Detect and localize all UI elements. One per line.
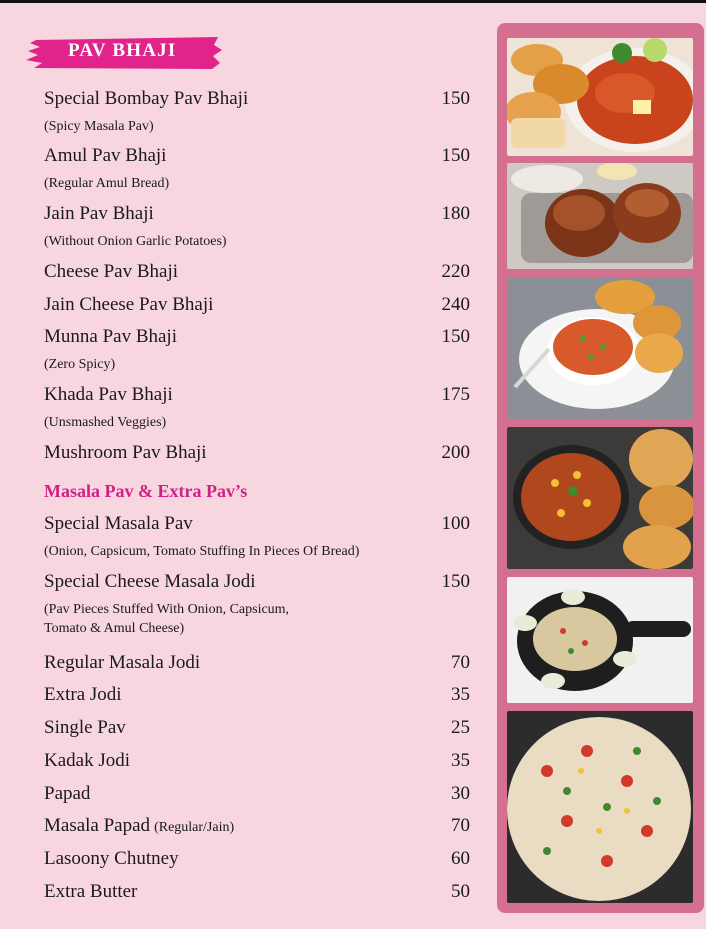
menu-item — [44, 848, 470, 870]
masala-pav-photo — [507, 427, 693, 569]
item-name: Special Cheese Masala Jodi — [44, 571, 256, 592]
item-name: Amul Pav Bhaji — [44, 145, 167, 166]
menu-item — [44, 881, 470, 903]
item-price: 50 — [451, 881, 470, 902]
menu-item — [44, 717, 470, 739]
item-price: 150 — [441, 88, 470, 109]
item-price: 35 — [451, 684, 470, 705]
menu-item — [44, 261, 470, 283]
menu-item — [44, 203, 470, 251]
item-name: Kadak Jodi — [44, 750, 131, 771]
item-price: 175 — [441, 384, 470, 405]
masala-papad-photo — [507, 711, 693, 903]
menu-item — [44, 88, 470, 136]
item-price: 220 — [441, 261, 470, 282]
top-border — [0, 0, 706, 3]
menu-item — [44, 684, 470, 706]
food-photo-panel — [497, 23, 704, 913]
menu-item — [44, 571, 470, 638]
item-name: Extra Jodi — [44, 684, 122, 705]
item-variant: (Regular/Jain) — [154, 820, 235, 835]
item-name: Single Pav — [44, 717, 126, 738]
item-price: 180 — [441, 203, 470, 224]
item-name: Jain Pav Bhaji — [44, 203, 154, 224]
menu-item — [44, 783, 470, 805]
item-price: 200 — [441, 442, 470, 463]
item-name: Cheese Pav Bhaji — [44, 261, 179, 282]
item-name: Regular Masala Jodi — [44, 652, 201, 673]
menu-item — [44, 750, 470, 772]
menu-item — [44, 652, 470, 674]
item-price: 35 — [451, 750, 470, 771]
item-description: (Without Onion Garlic Potatoes) — [44, 234, 227, 249]
item-description: (Pav Pieces Stuffed With Onion, Capsicum, — [44, 602, 290, 617]
pav-bhaji-photo — [507, 38, 693, 156]
menu-item — [44, 815, 470, 837]
menu-item — [44, 326, 470, 374]
item-price: 240 — [441, 294, 470, 315]
item-name: Munna Pav Bhaji — [44, 326, 177, 347]
masala-jodi-photo — [507, 577, 693, 703]
jain-pav-bhaji-photo — [507, 163, 693, 269]
item-price: 100 — [441, 513, 470, 534]
item-name: Lasoony Chutney — [44, 848, 179, 869]
menu-item — [44, 442, 470, 464]
item-description: (Onion, Capsicum, Tomato Stuffing In Pieces Of Bread) — [44, 544, 360, 559]
item-price: 25 — [451, 717, 470, 738]
item-name: Masala Papad — [44, 815, 151, 836]
cheese-pav-bhaji-photo — [507, 277, 693, 419]
item-price: 70 — [451, 652, 470, 673]
item-description: (Spicy Masala Pav) — [44, 119, 154, 134]
item-price: 30 — [451, 783, 470, 804]
pav-bhaji-banner — [26, 36, 222, 70]
item-name: Khada Pav Bhaji — [44, 384, 173, 405]
item-name: Jain Cheese Pav Bhaji — [44, 294, 214, 315]
section-title: Masala Pav & Extra Pav’s — [44, 481, 248, 501]
item-name: Special Bombay Pav Bhaji — [44, 88, 249, 109]
item-price: 60 — [451, 848, 470, 869]
menu-item — [44, 384, 470, 432]
item-price: 150 — [441, 571, 470, 592]
item-name: Mushroom Pav Bhaji — [44, 442, 207, 463]
item-name: Special Masala Pav — [44, 513, 193, 534]
item-description: (Zero Spicy) — [44, 357, 116, 372]
item-description: (Regular Amul Bread) — [44, 176, 170, 191]
item-name: Extra Butter — [44, 881, 138, 902]
item-description: (Unsmashed Veggies) — [44, 415, 167, 430]
menu-item — [44, 513, 470, 561]
item-description-line2: Tomato & Amul Cheese) — [44, 621, 185, 636]
page-title: PAV BHAJI — [68, 40, 177, 61]
item-price: 70 — [451, 815, 470, 836]
menu-item — [44, 145, 470, 193]
item-price: 150 — [441, 326, 470, 347]
item-name: Papad — [44, 783, 91, 804]
menu-item — [44, 294, 470, 316]
item-price: 150 — [441, 145, 470, 166]
